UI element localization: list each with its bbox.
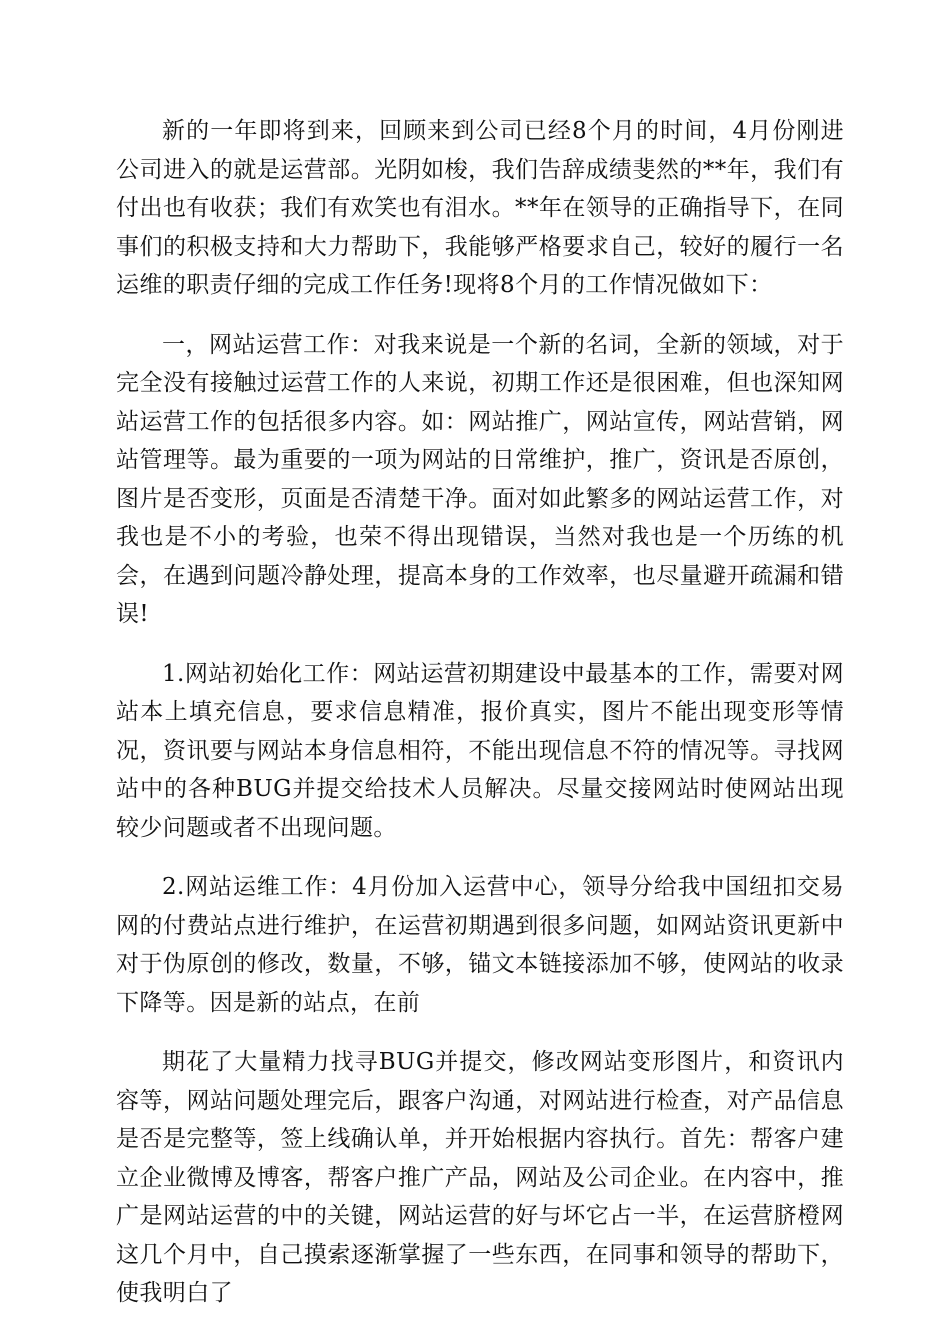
paragraph-item-2: 2.网站运维工作：4月份加入运营中心，领导分给我中国纽扣交易网的付费站点进行维护，在运营初期遇到很多问题，如网站资讯更新中对于伪原创的修改，数量，不够，锚文本链接添加不够，使网站的收录下降等。因是新的站点，在前 — [116, 874, 844, 1016]
paragraph-intro: 新的一年即将到来，回顾来到公司已经8个月的时间，4月份刚进公司进入的就是运营部。光阴如梭，我们告辞成绩斐然的**年，我们有付出也有收获；我们有欢笑也有泪水。**年在领导的正确指导下，在同事们的积极支持和大力帮助下，我能够严格要求自己，较好的履行一名运维的职责仔细的完成工作任务!现将8个月的工作情况做如下： — [116, 118, 844, 298]
paragraph-section-one: 一，网站运营工作：对我来说是一个新的名词，全新的领域，对于完全没有接触过运营工作的人来说，初期工作还是很困难，但也深知网站运营工作的包括很多内容。如：网站推广，网站宣传，网站营销，网站管理等。最为重要的一项为网站的日常维护，推广，资讯是否原创，图片是否变形，页面是否清楚干净。面对如此繁多的网站运营工作，对我也是不小的考验，也荣不得出现错误，当然对我也是一个历练的机会，在遇到问题冷静处理，提高本身的工作效率，也尽量避开疏漏和错误! — [116, 331, 844, 627]
paragraph-item-1: 1.网站初始化工作：网站运营初期建设中最基本的工作，需要对网站本上填充信息，要求信息精准，报价真实，图片不能出现变形等情况，资讯要与网站本身信息相符，不能出现信息不符的情况等。寻找网站中的各种BUG并提交给技术人员解决。尽量交接网站时使网站出现较少问题或者不出现问题。 — [116, 660, 844, 841]
paragraph-continuation: 期花了大量精力找寻BUG并提交，修改网站变形图片，和资讯内容等，网站问题处理完后，跟客户沟通，对网站进行检查，对产品信息是否是完整等，签上线确认单，并开始根据内容执行。首先：帮客户建立企业微博及博客，帮客户推广产品，网站及公司企业。在内容中，推广是网站运营的中的关键，网站运营的好与坏它占一半，在运营脐橙网这几个月中，自己摸索逐渐掌握了一些东西，在同事和领导的帮助下，使我明白了 — [116, 1049, 844, 1306]
